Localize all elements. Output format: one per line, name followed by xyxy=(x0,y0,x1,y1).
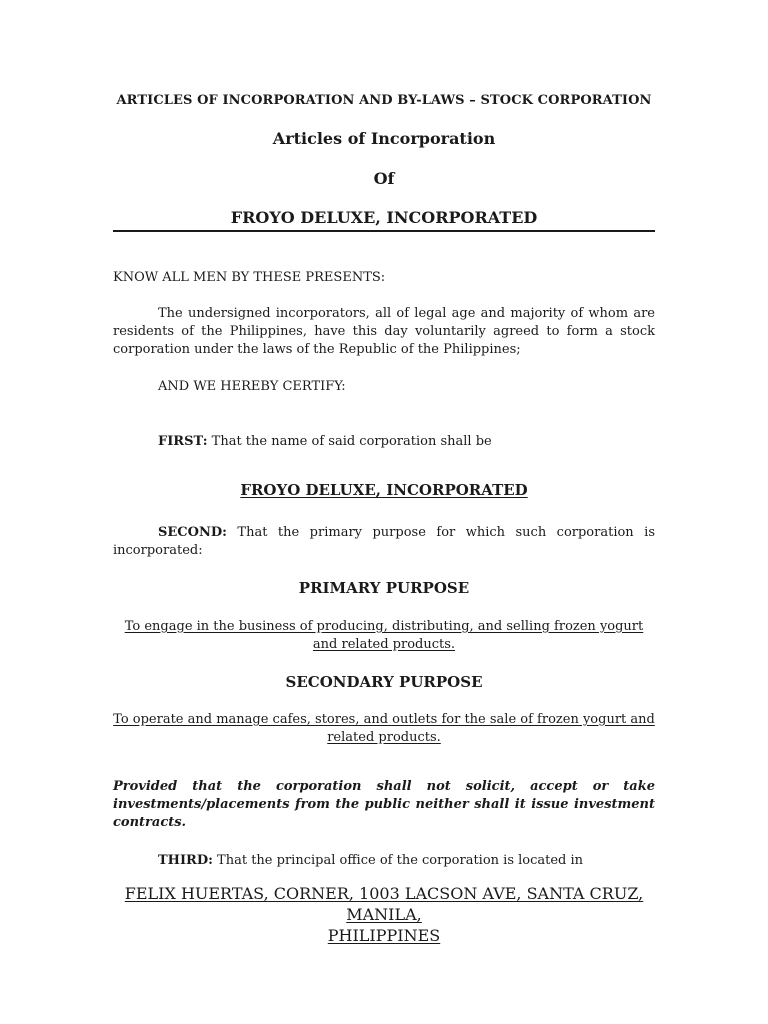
certify-line: AND WE HEREBY CERTIFY: xyxy=(158,379,346,394)
address-line: FELIX HUERTAS, CORNER, 1003 LACSON AVE, SANTA CRUZ, MANILA, xyxy=(124,884,644,924)
title-of: Of xyxy=(373,169,395,188)
document-title: Articles of Incorporation xyxy=(272,129,496,148)
third-text: That the principal office of the corporation is located in xyxy=(212,853,584,868)
secondary-purpose-line: related products. xyxy=(327,730,441,745)
primary-purpose-title: PRIMARY PURPOSE xyxy=(298,579,470,597)
corporation-name: FROYO DELUXE, INCORPORATED xyxy=(240,481,528,499)
company-name-heading: FROYO DELUXE, INCORPORATED xyxy=(230,208,538,227)
corporation-name-block xyxy=(113,481,655,499)
third-label: THIRD: xyxy=(158,853,213,868)
proviso-paragraph: Provided that the corporation shall not solicit, accept or take investments/placements from the public neither shall it issue investment contracts. xyxy=(113,779,655,830)
third-article xyxy=(113,852,655,870)
header-divider xyxy=(113,230,655,232)
primary-purpose-line: To engage in the business of producing, distributing, and selling frozen yogurt xyxy=(124,619,644,634)
secondary-purpose-text xyxy=(113,711,655,747)
primary-purpose-line: and related products. xyxy=(312,637,456,652)
secondary-purpose-line: To operate and manage cafes, stores, and outlets for the sale of frozen yogurt and xyxy=(113,712,655,727)
address-line: PHILIPPINES xyxy=(327,926,441,945)
intro-paragraph: The undersigned incorporators, all of legal age and majority of whom are residents of the Philippines, have this day voluntarily agreed to form a stock corporation under the laws of the Republic of the Philippines; xyxy=(113,306,655,357)
principal-office-address xyxy=(113,883,655,946)
second-text: That the primary purpose for which such corporation is incorporated: xyxy=(113,525,655,558)
first-label: FIRST: xyxy=(158,434,208,449)
second-article xyxy=(113,524,655,560)
primary-purpose-text xyxy=(113,618,655,654)
secondary-purpose-title: SECONDARY PURPOSE xyxy=(285,673,483,691)
first-text: That the name of said corporation shall be xyxy=(207,434,492,449)
first-article xyxy=(113,433,655,451)
second-label: SECOND: xyxy=(158,525,227,540)
salutation: KNOW ALL MEN BY THESE PRESENTS: xyxy=(113,270,386,285)
document-header: ARTICLES OF INCORPORATION AND BY-LAWS – STOCK CORPORATION xyxy=(116,93,652,108)
